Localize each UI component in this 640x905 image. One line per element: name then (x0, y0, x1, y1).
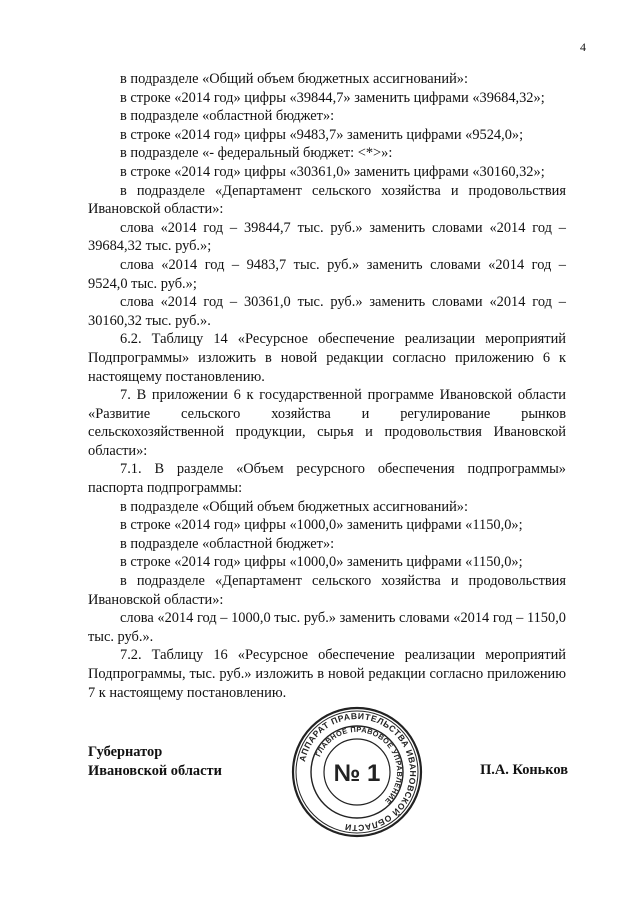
paragraph: 6.2. Таблицу 14 «Ресурсное обеспечение реализации мероприятий Подпрограммы» изложить в новой редакции согласно приложению 6 к настоящему постановлению. (88, 331, 566, 385)
official-seal-stamp (290, 705, 424, 839)
paragraph: в строке «2014 год» цифры «9483,7» заменить цифрами «9524,0»; (120, 126, 524, 143)
stamp-number: № 1 (333, 760, 381, 787)
paragraph: в строке «2014 год» цифры «1000,0» заменить цифрами «1150,0»; (120, 554, 523, 571)
paragraph: слова «2014 год – 30361,0 тыс. руб.» заменить словами «2014 год – 30160,32 тыс. руб.». (88, 294, 566, 329)
paragraph: в подразделе «Департамент сельского хозяйства и продовольствия Ивановской области»: (88, 182, 566, 218)
paragraph: 7.2. Таблицу 16 «Ресурсное обеспечение реализации мероприятий Подпрограммы, тыс. руб.» изложить в новой редакции согласно приложению 7 к настоящему постановлению. (88, 647, 566, 701)
paragraph: слова «2014 год – 9483,7 тыс. руб.» заменить словами «2014 год – 9524,0 тыс. руб.»; (88, 256, 566, 292)
paragraph: в подразделе «областной бюджет»: (120, 108, 335, 125)
paragraph: в подразделе «Общий объем бюджетных ассигнований»: (120, 71, 468, 87)
paragraph: 7.1. В разделе «Объем ресурсного обеспечения подпрограммы» паспорта подпрограммы: (88, 461, 566, 497)
paragraph: в подразделе «- федеральный бюджет: <*>»: (120, 145, 393, 162)
paragraph: в строке «2014 год» цифры «1000,0» заменить цифрами «1150,0»; (120, 517, 523, 534)
paragraph: в подразделе «Департамент сельского хозяйства и продовольствия Ивановской области»: (88, 573, 566, 608)
paragraph: слова «2014 год – 39844,7 тыс. руб.» заменить словами «2014 год – 39684,32 тыс. руб.»; (88, 219, 566, 255)
paragraph: 7. В приложении 6 к государственной программе Ивановской области «Развитие сельского хозяйства и регулирование рынков сельскохозяйственной продукции, сырья и продовольствия Ивановской области»: (88, 387, 566, 459)
document-body (88, 70, 566, 702)
signatory-title-line2: Ивановской области (88, 763, 222, 779)
signatory-title (88, 743, 222, 781)
paragraph: в подразделе «Общий объем бюджетных ассигнований»: (120, 498, 468, 515)
signatory-title-line1: Губернатор (88, 744, 163, 760)
paragraph: в строке «2014 год» цифры «30361,0» заменить цифрами «30160,32»; (120, 163, 545, 180)
paragraph: слова «2014 год – 1000,0 тыс. руб.» заменить словами «2014 год – 1150,0 тыс. руб.». (88, 610, 566, 645)
paragraph: в подразделе «областной бюджет»: (120, 535, 335, 552)
signatory-name: П.А. Коньков (480, 762, 568, 778)
paragraph: в строке «2014 год» цифры «39844,7» заменить цифрами «39684,32»; (120, 89, 545, 106)
stamp-inner-text: ГЛАВНОЕ ПРАВОВОЕ УПРАВЛЕНИЕ (313, 724, 405, 807)
stamp-outer-text: АППАРАТ ПРАВИТЕЛЬСТВА ИВАНОВСКОЙ ОБЛАСТИ (297, 710, 419, 834)
page-number: 4 (580, 40, 586, 54)
